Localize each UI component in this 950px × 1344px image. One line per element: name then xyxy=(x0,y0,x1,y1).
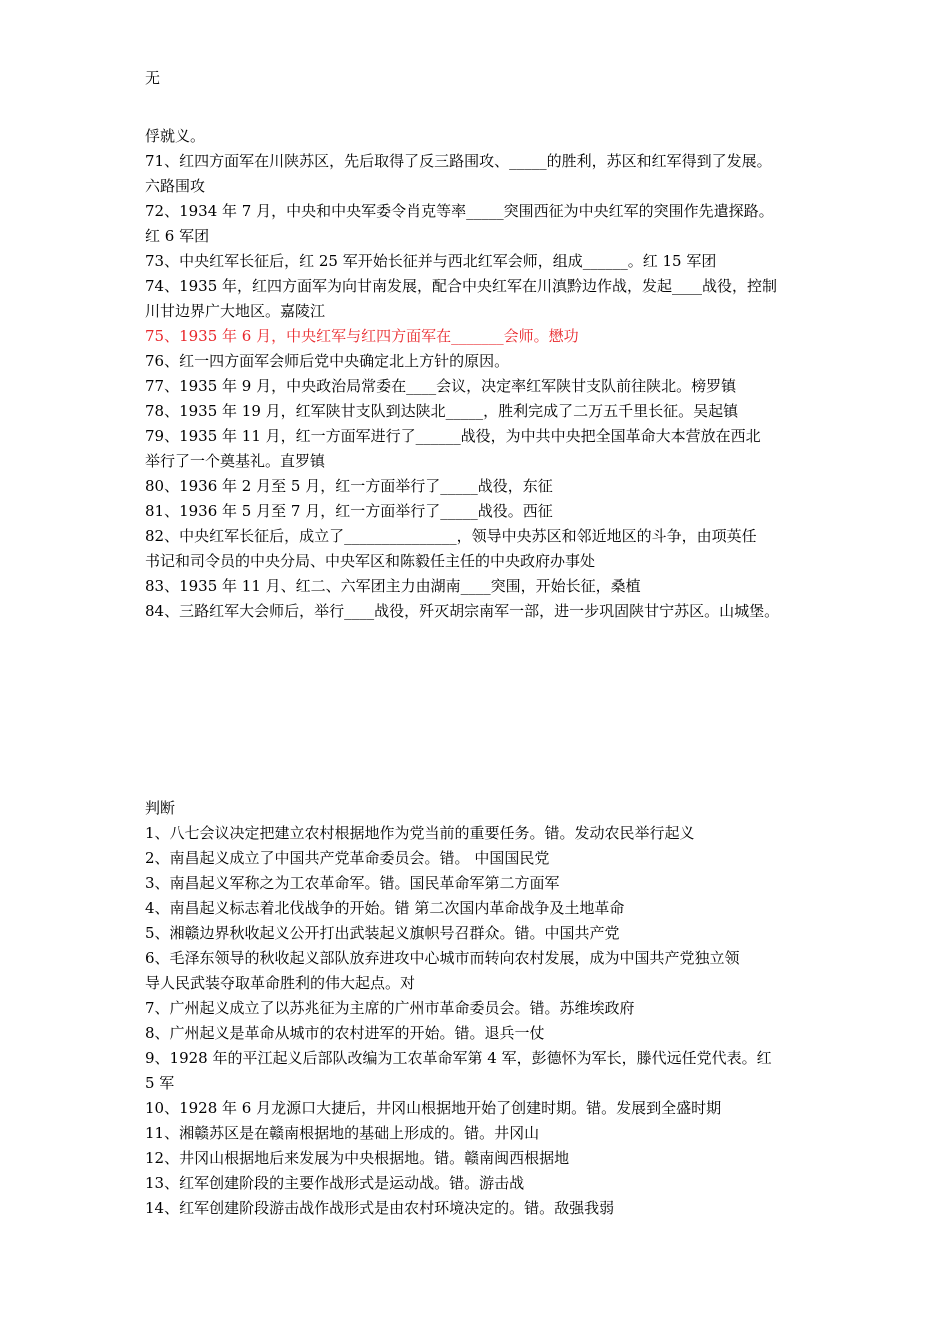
fill-in-line: 书记和司令员的中央分局、中央军区和陈毅任主任的中央政府办事处 xyxy=(145,552,596,570)
judgment-line: 13、红军创建阶段的主要作战形式是运动战。错。游击战 xyxy=(145,1174,525,1192)
fill-in-line: 80、1936 年 2 月至 5 月，红一方面举行了_____战役，东征 xyxy=(145,477,553,495)
fill-in-line: 红 6 军团 xyxy=(145,227,210,245)
fill-in-line: 72、1934 年 7 月，中央和中央军委令肖克等率_____突围西征为中央红军的突围作先遣探路。 xyxy=(145,202,774,220)
fill-in-line: 俘就义。 xyxy=(145,127,206,145)
judgment-line: 4、南昌起义标志着北伐战争的开始。错 第二次国内革命战争及土地革命 xyxy=(145,899,625,917)
fill-in-line: 78、1935 年 19 月，红军陕甘支队到达陕北_____，胜利完成了二万五千里长征。吴起镇 xyxy=(145,402,739,420)
fill-in-line: 81、1936 年 5 月至 7 月，红一方面举行了_____战役。西征 xyxy=(145,502,553,520)
judgment-section xyxy=(145,796,825,1221)
fill-in-line: 六路围攻 xyxy=(145,177,206,195)
fill-in-line: 举行了一个奠基礼。直罗镇 xyxy=(145,452,326,470)
fill-in-line-highlighted: 75、1935 年 6 月，中央红军与红四方面军在_______会师。懋功 xyxy=(145,327,579,345)
judgment-line: 导人民武装夺取革命胜利的伟大起点。对 xyxy=(145,974,416,992)
judgment-line: 3、南昌起义军称之为工农革命军。错。国民革命军第二方面军 xyxy=(145,874,560,892)
judgment-line: 7、广州起义成立了以苏兆征为主席的广州市革命委员会。错。苏维埃政府 xyxy=(145,999,635,1017)
judgment-heading: 判断 xyxy=(145,799,176,817)
judgment-line: 5 军 xyxy=(145,1074,175,1092)
fill-in-line: 77、1935 年 9 月，中央政治局常委在____会议，决定率红军陕甘支队前往陕北。榜罗镇 xyxy=(145,377,737,395)
judgment-line: 2、南昌起义成立了中国共产党革命委员会。错。 中国国民党 xyxy=(145,849,550,867)
fill-in-line: 83、1935 年 11 月、红二、六军团主力由湖南____突围，开始长征，桑植 xyxy=(145,577,641,595)
judgment-line: 12、井冈山根据地后来发展为中央根据地。错。赣南闽西根据地 xyxy=(145,1149,570,1167)
judgment-line: 5、湘赣边界秋收起义公开打出武装起义旗帜号召群众。错。中国共产党 xyxy=(145,924,620,942)
fill-in-line: 川甘边界广大地区。嘉陵江 xyxy=(145,302,326,320)
judgment-line: 6、毛泽东领导的秋收起义部队放弃进攻中心城市而转向农村发展，成为中国共产党独立领 xyxy=(145,949,740,967)
fill-in-section xyxy=(145,124,825,624)
fill-in-line: 82、中央红军长征后，成立了_______________，领导中央苏区和邻近地区的斗争，由项英任 xyxy=(145,527,757,545)
judgment-line: 8、广州起义是革命从城市的农村进军的开始。错。退兵一仗 xyxy=(145,1024,545,1042)
fill-in-line: 76、红一四方面军会师后党中央确定北上方针的原因。 xyxy=(145,352,510,370)
fill-in-line: 79、1935 年 11 月，红一方面军进行了______战役，为中共中央把全国革命大本营放在西北 xyxy=(145,427,761,445)
fill-in-line: 84、三路红军大会师后，举行____战役，歼灭胡宗南军一部，进一步巩固陕甘宁苏区。山城堡。 xyxy=(145,602,780,620)
judgment-line: 10、1928 年 6 月龙源口大捷后，井冈山根据地开始了创建时期。错。发展到全盛时期 xyxy=(145,1099,722,1117)
judgment-line: 9、1928 年的平江起义后部队改编为工农革命军第 4 军，彭德怀为军长，滕代远任党代表。红 xyxy=(145,1049,772,1067)
fill-in-line: 73、中央红军长征后，红 25 军开始长征并与西北红军会师，组成______。红 15 军团 xyxy=(145,252,717,270)
fill-in-line: 71、红四方面军在川陕苏区，先后取得了反三路围攻、_____的胜利，苏区和红军得到了发展。 xyxy=(145,152,772,170)
judgment-line: 11、湘赣苏区是在赣南根据地的基础上形成的。错。井冈山 xyxy=(145,1124,540,1142)
fill-in-line: 74、1935 年，红四方面军为向甘南发展，配合中央红军在川滇黔边作战，发起____战役，控制 xyxy=(145,277,778,295)
header-mark: 无 xyxy=(145,69,161,87)
judgment-line: 14、红军创建阶段游击战作战形式是由农村环境决定的。错。敌强我弱 xyxy=(145,1199,615,1217)
judgment-line: 1、八七会议决定把建立农村根据地作为党当前的重要任务。错。发动农民举行起义 xyxy=(145,824,695,842)
